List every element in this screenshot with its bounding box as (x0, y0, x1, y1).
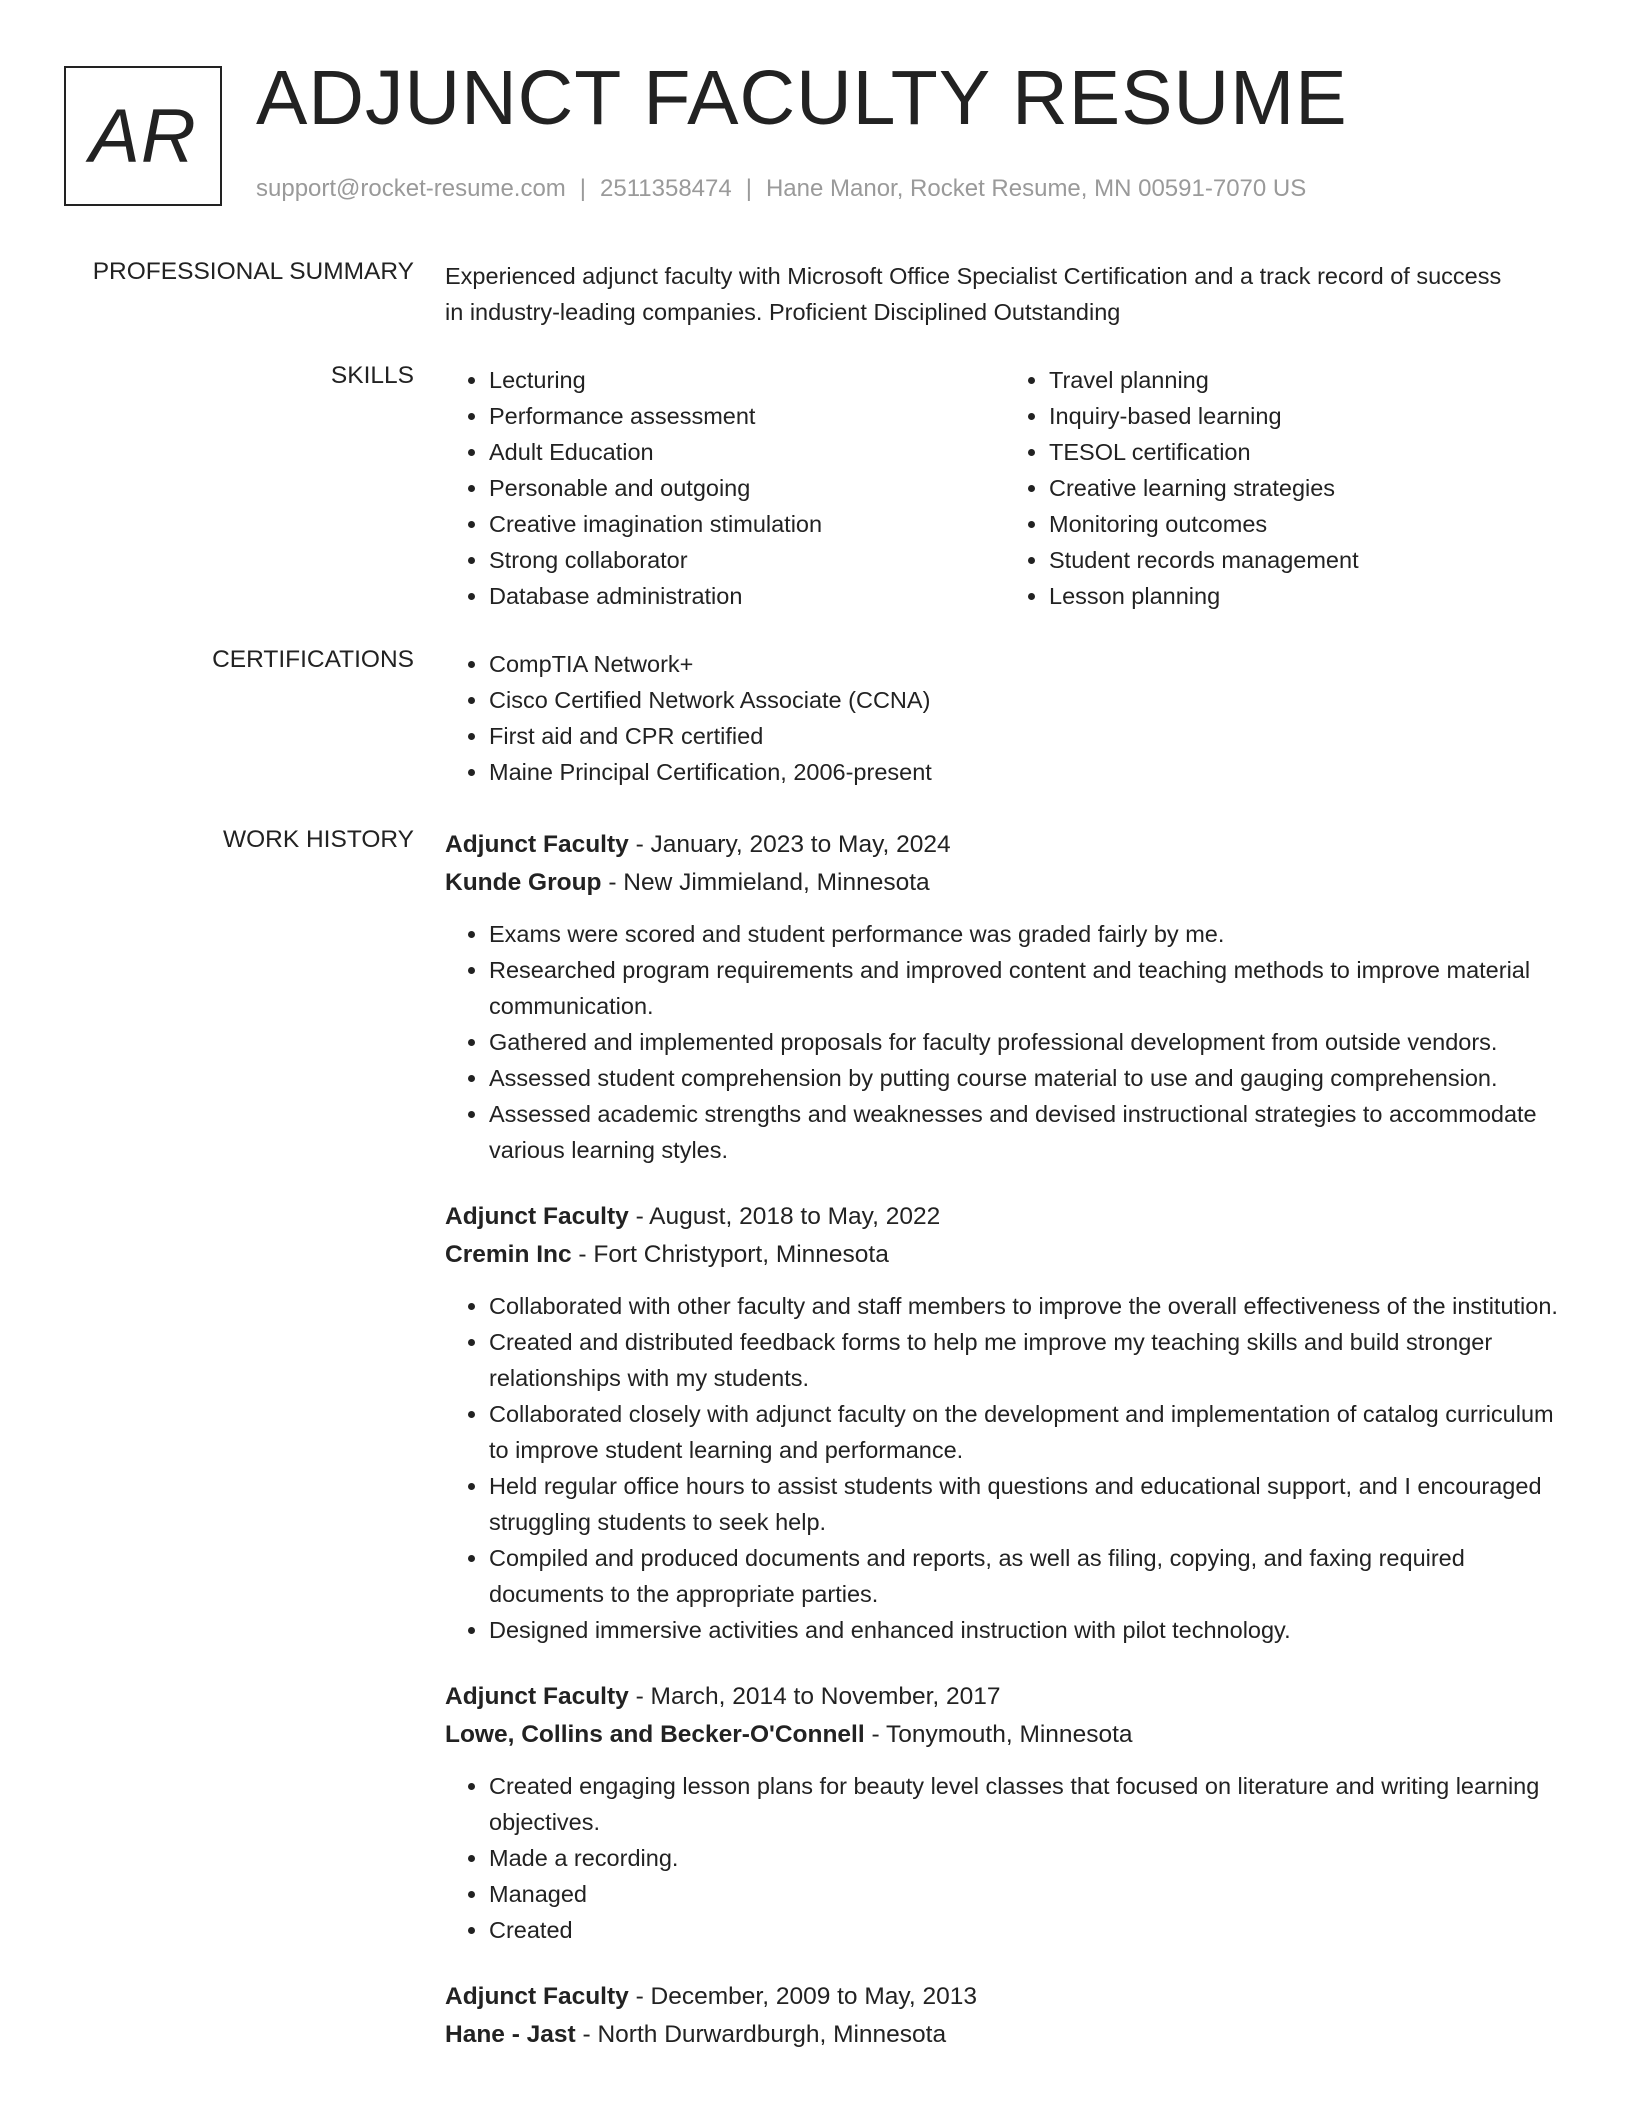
skill-item: • Performance assessment (489, 398, 1005, 434)
job-title-line (445, 1978, 1565, 2016)
job-location: - Tonymouth, Minnesota (864, 1721, 1133, 1748)
job-title-line (445, 1678, 1565, 1716)
skill-item: • Creative learning strategies (1049, 470, 1565, 506)
job-company: Cremin Inc (445, 1241, 572, 1268)
job-title-line (445, 826, 1565, 864)
certifications-list (445, 646, 1565, 790)
skill-item: • Monitoring outcomes (1049, 506, 1565, 542)
job-title: Adjunct Faculty (445, 1983, 629, 2010)
skill-item: • Travel planning (1049, 362, 1565, 398)
job-dates: - August, 2018 to May, 2022 (628, 1203, 941, 1230)
skills-list-right (1005, 362, 1565, 614)
skill-item: • Lesson planning (1049, 578, 1565, 614)
job-bullet: • Held regular office hours to assist students with questions and educational support, and I encouraged struggling students to seek help. (489, 1468, 1565, 1540)
job-company-line (445, 864, 1565, 902)
job-entry (445, 1978, 1565, 2054)
job-bullet: • Compiled and produced documents and reports, as well as filing, copying, and faxing required documents to the appropriate parties. (489, 1540, 1565, 1612)
job-dates: - January, 2023 to May, 2024 (628, 831, 951, 858)
skill-item: • Inquiry-based learning (1049, 398, 1565, 434)
job-bullet: • Created (489, 1912, 1565, 1948)
certification-item: • Maine Principal Certification, 2006-present (489, 754, 1565, 790)
skill-item: • Creative imagination stimulation (489, 506, 1005, 542)
job-entry (445, 1198, 1565, 1648)
job-bullet: • Researched program requirements and improved content and teaching methods to improve material communication. (489, 952, 1565, 1024)
skill-item: • TESOL certification (1049, 434, 1565, 470)
contact-line (256, 175, 1306, 203)
job-company: Hane - Jast (445, 2021, 576, 2048)
monogram-logo: AR (64, 66, 222, 206)
job-title: Adjunct Faculty (445, 1683, 629, 1710)
section-label-work-history: WORK HISTORY (222, 826, 414, 853)
job-bullet: • Exams were scored and student performance was graded fairly by me. (489, 916, 1565, 952)
skill-item: • Student records management (1049, 542, 1565, 578)
job-bullets (445, 916, 1565, 1168)
job-entry (445, 826, 1565, 1168)
skills-list-left (445, 362, 1005, 614)
certification-item: • Cisco Certified Network Associate (CCNA) (489, 682, 1565, 718)
contact-separator: | (745, 175, 752, 202)
skill-item: • Lecturing (489, 362, 1005, 398)
skill-item: • Adult Education (489, 434, 1005, 470)
summary-text: Experienced adjunct faculty with Microsoft Office Specialist Certification and a track record of success in industry-leading companies. Proficient Disciplined Outstanding (445, 263, 1502, 325)
job-company: Kunde Group (445, 869, 602, 896)
job-bullet: • Made a recording. (489, 1840, 1565, 1876)
skills-body (445, 362, 1565, 614)
job-location: - New Jimmieland, Minnesota (601, 869, 930, 896)
job-bullet: • Assessed academic strengths and weaknesses and devised instructional strategies to accommodate various learning styles. (489, 1096, 1565, 1168)
skill-item: • Strong collaborator (489, 542, 1005, 578)
job-bullet: • Managed (489, 1876, 1565, 1912)
section-label-certifications: CERTIFICATIONS (212, 646, 414, 673)
work-history-body (445, 826, 1565, 2084)
job-company: Lowe, Collins and Becker-O'Connell (445, 1721, 865, 1748)
job-bullets (445, 1288, 1565, 1648)
job-bullet: • Collaborated with other faculty and staff members to improve the overall effectiveness of the institution. (489, 1288, 1565, 1324)
contact-email: support@rocket-resume.com (256, 175, 566, 202)
job-title: Adjunct Faculty (445, 1203, 629, 1230)
skill-item: • Personable and outgoing (489, 470, 1005, 506)
job-title: Adjunct Faculty (445, 831, 629, 858)
contact-address: Hane Manor, Rocket Resume, MN 00591-7070 US (765, 175, 1307, 202)
job-bullet: • Designed immersive activities and enhanced instruction with pilot technology. (489, 1612, 1565, 1648)
skill-item: • Database administration (489, 578, 1005, 614)
job-company-line (445, 1716, 1565, 1754)
job-entry (445, 1678, 1565, 1948)
job-dates: - December, 2009 to May, 2013 (628, 1983, 977, 2010)
job-bullet: • Gathered and implemented proposals for faculty professional development from outside vendors. (489, 1024, 1565, 1060)
job-company-line (445, 1236, 1565, 1274)
section-label-skills: SKILLS (330, 362, 414, 389)
certification-item: • CompTIA Network+ (489, 646, 1565, 682)
summary-body (445, 258, 1525, 330)
certifications-body (445, 646, 1565, 790)
job-title-line (445, 1198, 1565, 1236)
job-bullet: • Created engaging lesson plans for beauty level classes that focused on literature and writing learning objectives. (489, 1768, 1565, 1840)
job-company-line (445, 2016, 1565, 2054)
job-location: - Fort Christyport, Minnesota (571, 1241, 889, 1268)
contact-separator: | (579, 175, 587, 202)
job-bullet: • Created and distributed feedback forms to help me improve my teaching skills and build stronger relationships with my students. (489, 1324, 1565, 1396)
job-location: - North Durwardburgh, Minnesota (575, 2021, 947, 2048)
section-label-summary: PROFESSIONAL SUMMARY (92, 258, 414, 285)
job-bullets (445, 1768, 1565, 1948)
job-bullet: • Assessed student comprehension by putting course material to use and gauging comprehension. (489, 1060, 1565, 1096)
contact-phone: 2511358474 (600, 175, 732, 202)
job-dates: - March, 2014 to November, 2017 (628, 1683, 1001, 1710)
certification-item: • First aid and CPR certified (489, 718, 1565, 754)
job-bullet: • Collaborated closely with adjunct faculty on the development and implementation of catalog curriculum to improve student learning and performance. (489, 1396, 1565, 1468)
page-title: ADJUNCT FACULTY RESUME (256, 55, 1348, 141)
